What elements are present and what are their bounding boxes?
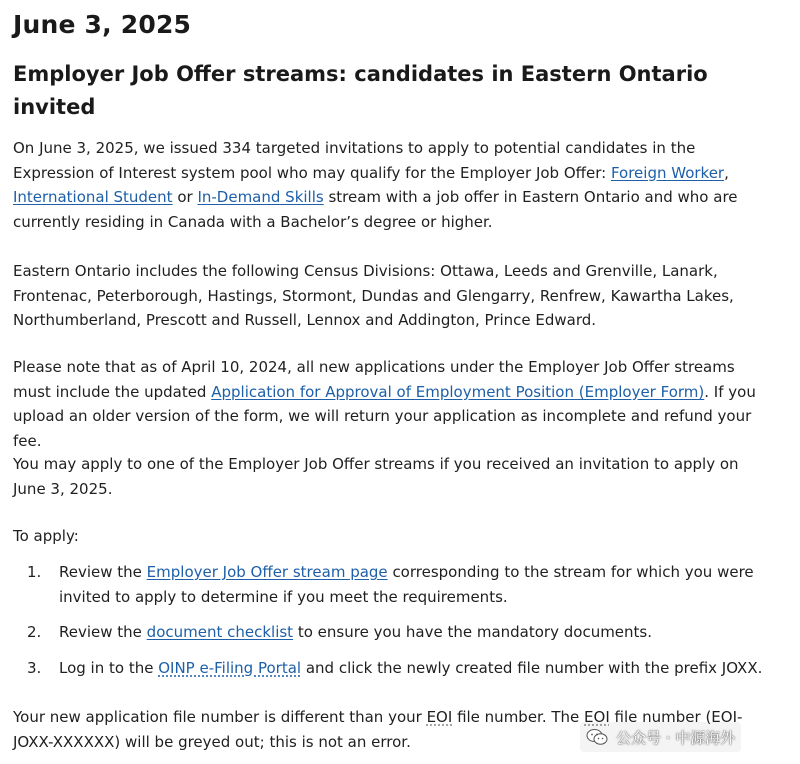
stream-heading: Employer Job Offer streams: candidates in Eastern Ontario invited bbox=[13, 62, 708, 119]
step-text: to ensure you have the mandatory documents. bbox=[293, 623, 653, 641]
eoi-abbreviation[interactable]: EOI bbox=[426, 708, 453, 726]
invitation-paragraph bbox=[13, 136, 773, 234]
p3-text-2: . If you upload an older version of the form, we will return your application as incomplete and refund your fee. bbox=[13, 382, 756, 450]
step-number: 2. bbox=[27, 623, 42, 641]
p6-text-1: Your new application file number is different than your bbox=[13, 708, 427, 726]
p3-text-1: Please note that as of April 10, 2024, all new applications under the Employer Job Offer streams must include the updated bbox=[13, 358, 735, 401]
step-text: and click the newly created file number with the prefix JOXX. bbox=[301, 658, 763, 677]
wechat-watermark bbox=[580, 722, 741, 752]
step-text: Log in to the bbox=[59, 658, 159, 677]
foreign-worker-link[interactable]: Foreign Worker bbox=[610, 163, 725, 182]
wechat-icon bbox=[586, 728, 608, 746]
p6-text-2: file number. The bbox=[452, 708, 585, 726]
p6-text-3: file number (EOI-JOXX-XXXXXX) will be greyed out; this is not an error. bbox=[13, 708, 743, 751]
p1-text-1: On June 3, 2025, we issued 334 targeted invitations to apply to potential candidates in the Expression of Interest system pool who may qualify for the Employer Job Offer: bbox=[13, 139, 696, 182]
document-checklist-link[interactable]: document checklist bbox=[146, 623, 294, 641]
p1-text-2: , bbox=[724, 163, 729, 182]
in-demand-skills-link[interactable]: In-Demand Skills bbox=[197, 188, 324, 206]
to-apply-label: To apply: bbox=[13, 527, 79, 545]
list-item bbox=[13, 560, 793, 609]
list-item bbox=[13, 620, 793, 645]
eligibility-paragraph: You may apply to one of the Employer Job Offer streams if you received an invitation to apply on June 3, 2025. bbox=[13, 455, 739, 498]
watermark-text: 公众号 · 中源海外 bbox=[616, 728, 736, 747]
e-filing-portal-link[interactable]: OINP e-Filing Portal bbox=[158, 658, 302, 677]
step-number: 3. bbox=[27, 658, 42, 677]
stream-page-link[interactable]: Employer Job Offer stream page bbox=[146, 563, 388, 581]
date-heading: June 3, 2025 bbox=[13, 10, 192, 39]
eoi-abbreviation[interactable]: EOI bbox=[584, 708, 610, 726]
employer-form-link[interactable]: Application for Approval of Employment Position (Employer Form) bbox=[211, 382, 705, 401]
step-text: corresponding to the stream for which you were invited to apply to determine if you meet the requirements. bbox=[59, 563, 754, 606]
step-number: 1. bbox=[27, 563, 42, 581]
p1-text-3: or bbox=[172, 188, 198, 206]
list-item bbox=[13, 656, 793, 681]
international-student-link[interactable]: International Student bbox=[13, 188, 173, 206]
employer-form-paragraph bbox=[13, 355, 773, 453]
census-divisions-paragraph: Eastern Ontario includes the following Census Divisions: Ottawa, Leeds and Grenville, Lanark, Frontenac, Peterborough, Hastings, Stormont, Dundas and Glengarry, Renfrew, Kawartha Lakes, Northumberland, Prescott and Russell, Lennox and Addington, Prince Edward. bbox=[13, 262, 734, 329]
apply-steps-list bbox=[13, 560, 793, 680]
step-text: Review the bbox=[59, 563, 147, 581]
step-text: Review the bbox=[59, 623, 147, 641]
p1-text-4: stream with a job offer in Eastern Ontario and who are currently residing in Canada with a Bachelor’s degree or higher. bbox=[13, 188, 738, 231]
